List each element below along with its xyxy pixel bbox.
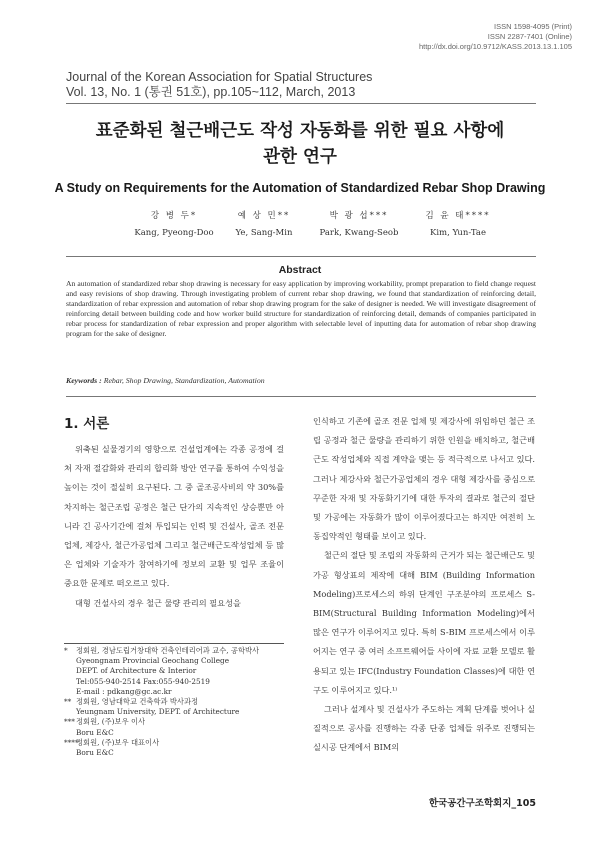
journal-header — [66, 70, 372, 100]
footnote-line: Tel:055-940-2514 Fax:055-940-2519 — [76, 676, 210, 686]
footnote-line: Yeungnam University, DEPT. of Architecture — [76, 707, 240, 717]
author-name-en: Kang, Pyeong-Doo — [134, 228, 214, 238]
footnote-mark: * — [64, 646, 68, 655]
footnote-line: 정회원, 경남도립거창대학 건축인테리어과 교수, 공학박사 — [76, 646, 260, 655]
author-name-ko: 박 광 섭*** — [329, 211, 389, 221]
issn-print: ISSN 1598-4095 (Print) — [494, 22, 572, 31]
author-name-en: Kim, Yun-Tae — [429, 228, 487, 238]
author-1 — [129, 210, 219, 240]
english-title: A Study on Requirements for the Automation of Standardized Rebar Shop Drawing — [54, 181, 546, 195]
footnote — [64, 697, 286, 717]
page-footer: 한국공간구조학회지_105 — [428, 798, 536, 809]
footnote-mark: *** — [64, 717, 75, 727]
issn-online: ISSN 2287-7401 (Online) — [487, 32, 572, 41]
keywords-list: Rebar, Shop Drawing, Standardization, Automation — [103, 376, 265, 385]
author-2 — [219, 210, 309, 240]
abstract-bottom-divider — [66, 396, 536, 397]
doi-link[interactable]: http://dx.doi.org/10.9712/KASS.2013.13.1.105 — [418, 42, 572, 51]
author-3 — [314, 210, 404, 240]
footnote — [64, 646, 286, 697]
issn-block — [419, 22, 572, 52]
korean-title-line1: 표준화된 철근배근도 작성 자동화를 위한 필요 사항에 — [95, 121, 505, 141]
korean-title-line2: 관한 연구 — [263, 147, 337, 167]
author-4 — [413, 210, 503, 240]
right-column — [313, 412, 535, 758]
footnote-line: DEPT. of Architecture & Interior — [76, 666, 197, 676]
abstract-heading: Abstract — [278, 264, 322, 276]
paragraph: 그러나 설계사 및 건설사가 주도하는 계획 단계를 벗어나 실질적으로 공사를 진행하는 각종 단종 업체들 위주로 진행되는 실시공 단계에서 BIM의 — [313, 704, 535, 753]
footnote — [64, 717, 286, 737]
header-divider — [66, 103, 536, 104]
korean-title — [40, 118, 560, 170]
footnote-line: Gyeongnam Provincial Geochang College — [76, 656, 230, 666]
footnote-mark: **** — [64, 737, 79, 747]
footnote — [64, 738, 286, 758]
author-name-ko: 예 상 민** — [237, 211, 291, 221]
author-name-ko: 김 윤 태**** — [425, 211, 491, 221]
abstract-text: An automation of standardized rebar shop drawing is necessary for easy application by improving workability, prompt preparation to field change request and easy revisions of shop drawing. Through investigating problem of current rebar shop drawing, we found that standardization of reinforcing detail, standardization of rebar expression and automation of rebar shop drawing program for the sake of designer is needed. We will investigate disagreement of reinforcing detail between building code and how worker build structure for standardization of reinforcing detail, demands of companies participated in rebar process for standardization of rebar expression and proper algorithm with selectable level of inputting data for automation of rebar shop drawing program for the sake of designer. — [66, 279, 536, 338]
author-name-ko: 강 병 두* — [150, 211, 198, 221]
paragraph: 철근의 절단 및 조립의 자동화의 근거가 되는 철근배근도 및 가공 형상표의 제작에 대해 BIM (Building Information Modeling)프로세스의 하위 단계인 구조분야의 프로세스 S-BIM(Structural Building Information Modeling)에서 많은 연구가 이루어지고 있다. 특히 S-BIM 프로세스에서 이루어지는 연구 중 여러 소프트웨어들 사이에 자료 교환 모델로 활용되고 있는 IFC(Industry Foundation Classes)에 대한 연구도 이루어지고 있다.¹⁾ — [313, 550, 535, 695]
left-column — [64, 440, 284, 613]
footnote-line: Boru E&C — [76, 727, 114, 737]
author-name-en: Park, Kwang-Seob — [319, 228, 399, 238]
footnote-mark: ** — [64, 697, 72, 707]
author-name-en: Ye, Sang-Min — [235, 228, 293, 238]
journal-name: Journal of the Korean Association for Spatial Structures — [66, 70, 373, 84]
footnote-line: Boru E&C — [76, 748, 114, 758]
paragraph: 위축된 실물경기의 영향으로 건설업계에는 각종 공정에 걸쳐 자재 절감화와 관리의 합리화 방안 연구를 통하여 수익성을 높이는 것이 절실히 요구된다. 그 중 골조공사비의 약 30%를 차지하는 철근조립 공정은 철근 단가의 지속적인 상승뿐만 아니라 긴 공사기간에 걸쳐 투입되는 인력 및 건설사, 골조 전문 업체, 제강사, 철근가공업체 그리고 철근배근도작성업체 등 많은 업체와 기술자가 참여하기에 정보의 교환 및 업무 조율이 중요한 문제로 떠오르고 있다. — [64, 444, 284, 589]
footnote-line: 정회원, (주)보우 이사 — [76, 717, 146, 727]
footnote-email[interactable]: E-mail : pdkang@gc.ac.kr — [76, 686, 172, 696]
footnotes — [64, 646, 286, 758]
abstract-top-divider — [66, 256, 536, 257]
keywords-line — [66, 376, 265, 385]
footnote-divider — [64, 643, 284, 644]
paragraph: 대형 건설사의 경우 철근 물량 관리의 필요성을 — [75, 597, 241, 608]
volume-info: Vol. 13, No. 1 (통권 51호), pp.105~112, March, 2013 — [66, 85, 356, 99]
paragraph: 인식하고 기존에 골조 전문 업체 및 제강사에 위임하던 철근 조립 공정과 철근 물량을 관리하기 위한 인원을 배치하고, 철근배근도 작성업체와 직접 계약을 맺는 등 적극적으로 나서고 있다. 그러나 제강사와 철근가공업체의 경우 대형 제강사를 중심으로 꾸준한 자재 및 자동화기기에 대한 투자의 결과로 철근의 절단 및 가공에는 자동화가 많이 이루어졌다고는 하지만 여전히 노동집약적인 형태를 보이고 있다. — [313, 416, 535, 542]
section-heading: 1. 서론 — [64, 416, 110, 432]
keywords-label: Keywords : — [66, 376, 102, 385]
footnote-line: 정회원, (주)보우 대표이사 — [76, 737, 160, 747]
footnote-line: 정회원, 영남대학교 건축학과 박사과정 — [76, 697, 199, 707]
